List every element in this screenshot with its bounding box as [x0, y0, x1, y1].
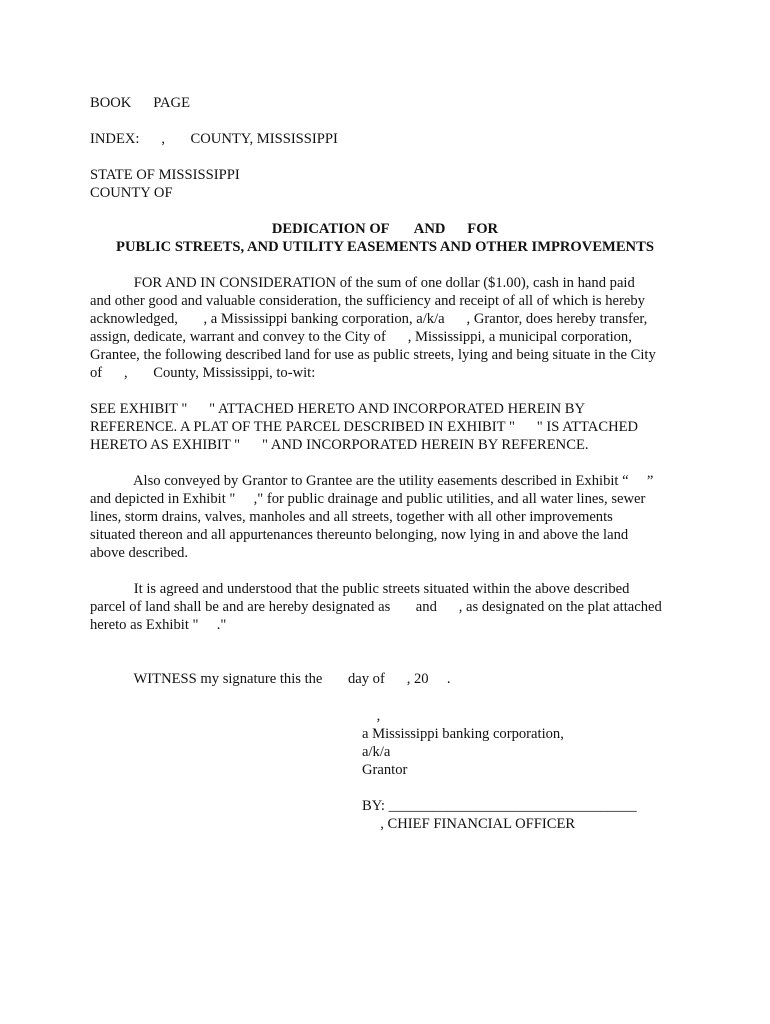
grantor-name-line: , — [362, 708, 381, 724]
paragraph-line: acknowledged, , a Mississippi banking corporation, a/k/a , Grantor, does hereby transfer, — [90, 311, 648, 327]
document-title-line-1: DEDICATION OF AND FOR — [271, 221, 499, 237]
paragraph-line: above described. — [90, 545, 189, 561]
paragraph-line: HERETO AS EXHIBIT " " AND INCORPORATED HEREIN BY REFERENCE. — [90, 437, 589, 453]
paragraph-line: situated thereon and all appurtenances thereunto belonging, now lying in and above the land — [90, 527, 629, 543]
witness-line: WITNESS my signature this the day of , 20 . — [90, 671, 451, 687]
paragraph-line: REFERENCE. A PLAT OF THE PARCEL DESCRIBED IN EXHIBIT " " IS ATTACHED — [90, 419, 639, 435]
index-line: INDEX: , COUNTY, MISSISSIPPI — [90, 131, 338, 147]
signature-by-line: BY: __________________________________ — [362, 798, 637, 814]
paragraph-line: lines, storm drains, valves, manholes and all streets, together with all other improvements — [90, 509, 613, 525]
corporation-line: a Mississippi banking corporation, — [362, 726, 564, 742]
paragraph-line: and depicted in Exhibit " ," for public drainage and public utilities, and all water lines, sewer — [90, 491, 646, 507]
county-line: COUNTY OF — [90, 185, 173, 201]
state-line: STATE OF MISSISSIPPI — [90, 167, 240, 183]
paragraph-line: assign, dedicate, warrant and convey to the City of , Mississippi, a municipal corporation, — [90, 329, 632, 345]
paragraph-line: It is agreed and understood that the public streets situated within the above described — [90, 581, 630, 597]
paragraph-line: parcel of land shall be and are hereby designated as and , as designated on the plat attached — [90, 599, 662, 615]
paragraph-line: Grantee, the following described land for use as public streets, lying and being situate in the City — [90, 347, 656, 363]
paragraph-line: and other good and valuable consideration, the sufficiency and receipt of all of which is hereby — [90, 293, 645, 309]
document-title-line-2: PUBLIC STREETS, AND UTILITY EASEMENTS AND OTHER IMPROVEMENTS — [116, 239, 654, 255]
grantor-label: Grantor — [362, 762, 408, 778]
paragraph-line: of , County, Mississippi, to-wit: — [90, 365, 316, 381]
officer-title-line: , CHIEF FINANCIAL OFFICER — [362, 816, 576, 832]
paragraph-line: FOR AND IN CONSIDERATION of the sum of one dollar ($1.00), cash in hand paid — [90, 275, 635, 291]
paragraph-line: Also conveyed by Grantor to Grantee are the utility easements described in Exhibit “ ” — [90, 473, 654, 489]
book-page-line: BOOK PAGE — [90, 95, 191, 111]
paragraph-line: hereto as Exhibit " ." — [90, 617, 227, 633]
aka-line: a/k/a — [362, 744, 391, 760]
paragraph-line: SEE EXHIBIT " " ATTACHED HERETO AND INCORPORATED HEREIN BY — [90, 401, 586, 417]
